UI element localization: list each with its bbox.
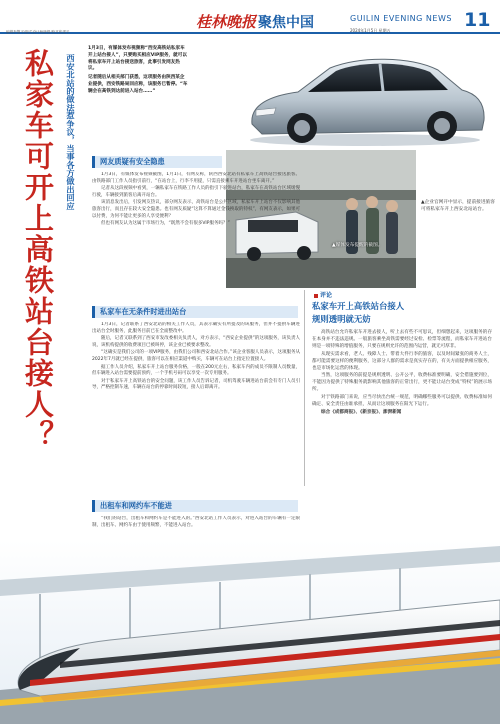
intro-paragraph: 记者随后从相关部门获悉，这项服务由陕西某企业提供，西安铁路局回应称，该服务已暂停。“车辆会在高铁到达前进入站台……” <box>88 75 188 94</box>
section-heading: 网友质疑有安全隐患 <box>92 156 222 168</box>
paragraph: 据工作人员介绍，私家车开上站台服务价格，一般在200元左右，私家车内的成员不限制人员数量，但车辆进入站台需要提前预约，一个手机号码可以享受一次专用服务。 <box>92 364 300 377</box>
newspaper-logo: 桂林晚报 <box>196 13 257 31</box>
paragraph: 高铁站台允许私家车开进去接人，听上去有些不可思议，但细想起来，这项服务的存在本身并不违法违规。一般旅客乘坐高铁需要经过安检、检票等流程，而私家车开进站台则是一项特殊的增值服务，只要在规则允许的范围内运营，就无可厚非。 <box>312 330 492 349</box>
section-body <box>92 172 300 300</box>
comment-tag: 评论 <box>314 290 332 299</box>
section-heading: 私家车在无条件时进出站台 <box>92 306 298 318</box>
source-credit: 综合《成都商报》、《新京报》、澎湃新闻 <box>321 409 402 415</box>
paragraph: 从现实需求看，老人、残障人士、带着大件行李的旅客，以及时间紧张的商务人士，都可能需要这样的便利服务，这部分人群的需求是真实存在的，有关方面提供相应服务，也是市场化运营的体现。 <box>312 351 492 371</box>
paragraph: 当然，这项服务的前提是规则透明、公开公平，收费标准要明确，安全措施要到位，不能因为提供了特殊服务就影响其他旅客的正常出行，更不能让站台变成“特权”的展示场所。 <box>312 373 492 393</box>
paragraph: 1月3日，记者联系了西安北站的相关工作人员，其表示确实有所提及的该服务，但并不提供车辆进出站台全时服务，此服务目前已在全面整改中。 <box>92 322 300 334</box>
page-header <box>0 0 500 34</box>
page-number: 11 <box>464 9 491 31</box>
paragraph: 该消息发出后，引发网友热议，部分网友表示，高铁站台是公共区域，私家车开上站台不仅影响其他旅客出行，而且存在较大安全隐患。也有网友质疑“这算不算通过金钱换取的特权”，有网友表示，如果可以付费，为何不能让更多的人享受便利？ <box>92 200 300 219</box>
paragraph: 但也有网友认为这属于市场行为，“既然不会有很多VIP服务吗？” <box>101 221 230 227</box>
main-headline: 私家车可开上高铁站台接人？ <box>21 48 55 451</box>
paragraph: 随后，记者又联系到了西安市发改委相关负责人，对方表示，“西安企业提供”的这项服务，该负责人说，该机构提供的收费项目已被叫停，该企业已被要求整改。 <box>92 336 300 348</box>
sub-headline: 西安北站的做法惹争议，当事各方做出回应 <box>66 54 76 210</box>
photo-caption-left: ▲媒体发布提醒的截图。 <box>332 243 383 248</box>
section-body <box>92 322 300 494</box>
paragraph: 对于铁路部门来说，应当尽快出台统一规范，明确哪些服务可以提供、收费标准如何确定、安全责任由谁承担，从而让这项服务在阳光下运行。 <box>312 395 492 408</box>
paragraph: “我们的站台，出租车和网约车是不能进入的。”西安北站工作人员表示，对进入站台的车辆有一定限制，出租车、网约车由于使用频繁，不能进入站台。 <box>92 516 300 528</box>
section-name: 聚焦中国 <box>258 15 314 31</box>
intro-text <box>88 46 188 98</box>
column-divider <box>304 290 305 486</box>
intro-lead: 1月3日，有媒体发布视频称“西安高铁站私家车开上站台接人”，只要购买相应VIP服务，就可以将私家车开上站台接送旅客，此事引发网友热议。 <box>88 46 187 72</box>
comment-body <box>312 330 492 418</box>
high-speed-train-illustration <box>0 540 500 724</box>
section-heading: 出租车和网约车不能进 <box>92 500 298 512</box>
paragraph: 1月3日，有媒体发布视频截图，1月1日，有网友称，陕西西安北站有私家车上高铁站台接送旅客。由铁路部门工作人员指引前行，“在站台上，行李不用提，只需直接乘车开进站台坐车离开。” <box>92 172 300 184</box>
paragraph: 记者从这段视频中看到，一辆私家车在铁路工作人员的指引下驶进站台，私家车在高铁站台区域缓慢行驶，车辆接到旅客后离开站台。 <box>92 186 300 198</box>
paragraph: “这确实是我们公司的一项VIP服务，由我们公司和西安北站合作。”该企业客服人员表示，这项服务从2022年7月就已经在提供，旅客可以在相应渠道中购买，车辆可在站台上指定位置接人。 <box>92 350 300 362</box>
paragraph: 对于私家车开上高铁站台的安全问题，该工作人员告诉记者，司机驾驶车辆进站台前会有专门人员引导，严格控制车速，车辆在站台的停靠时间较短，接人后即离开。 <box>92 378 300 391</box>
editor-credits: 编辑李馨平/版式设计杨晓倩/校对张建平 <box>6 30 70 34</box>
issue-date: 2024年1月5日 星期五 <box>350 28 391 33</box>
photo-caption-right: ▲企业官网开中显示，提前接进旅客可将私家车开上西安北站站台。 <box>421 200 495 212</box>
car-illustration <box>190 44 490 150</box>
english-masthead: GUILIN EVENING NEWS <box>350 14 452 23</box>
comment-title: 私家车开上高铁站台接人 规则透明就无妨 <box>312 301 405 324</box>
